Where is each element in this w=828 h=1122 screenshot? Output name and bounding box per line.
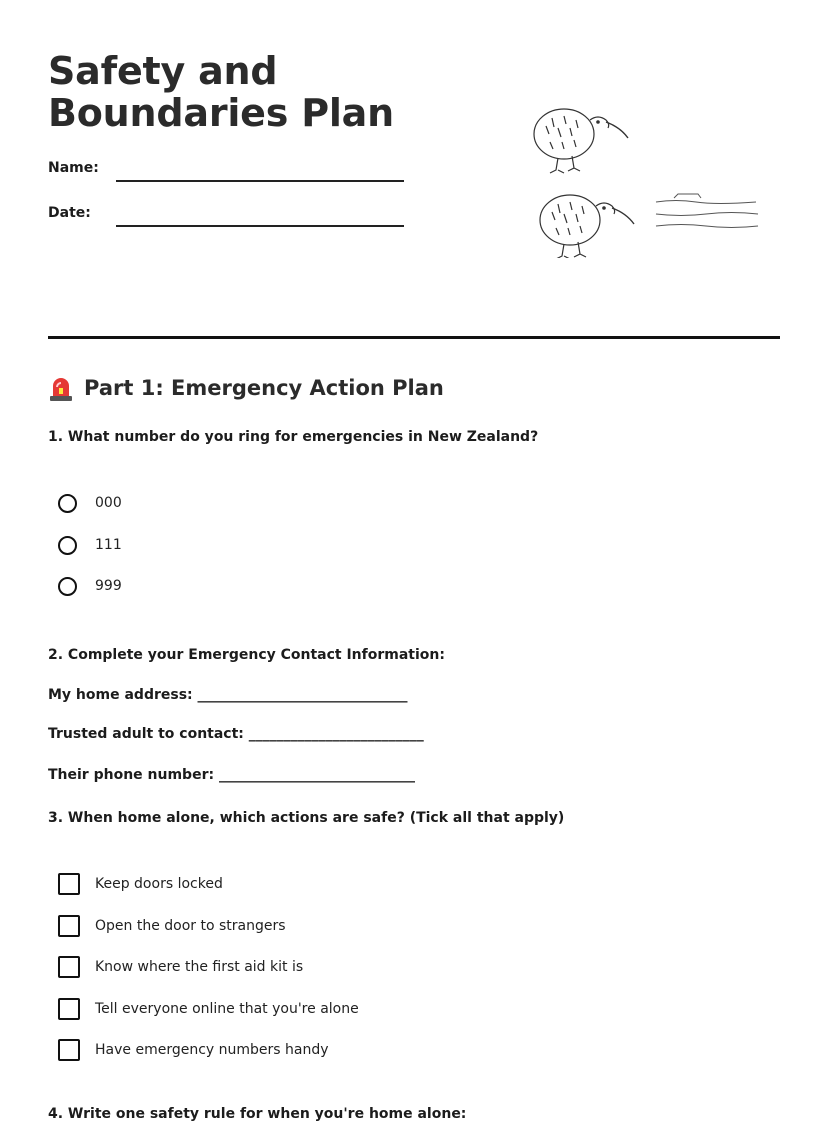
radio-button[interactable] — [58, 536, 77, 555]
question-1: 1. What number do you ring for emergencies in New Zealand? — [48, 429, 539, 445]
radio-option-999[interactable] — [58, 574, 122, 598]
question-4: 4. Write one safety rule for when you're home alone: — [48, 1106, 467, 1122]
radio-option-000[interactable] — [58, 491, 122, 515]
option-label: Have emergency numbers handy — [95, 1042, 329, 1058]
option-label: Open the door to strangers — [95, 918, 286, 934]
checkbox[interactable] — [58, 915, 80, 937]
siren-icon — [48, 374, 74, 402]
home-address-field[interactable]: My home address: ______________________________ — [48, 687, 408, 703]
kiwi-bird-icon — [534, 109, 628, 173]
water-lines-icon — [656, 194, 758, 228]
kiwi-bird-icon — [540, 195, 634, 258]
checkbox[interactable] — [58, 1039, 80, 1061]
date-line[interactable] — [116, 225, 404, 227]
phone-number-field[interactable]: Their phone number: ____________________________ — [48, 767, 415, 783]
kiwi-illustration — [528, 98, 768, 258]
section-heading-emergency — [48, 374, 444, 402]
section-heading-text: Part 1: Emergency Action Plan — [84, 376, 444, 400]
option-label: Tell everyone online that you're alone — [95, 1001, 359, 1017]
date-label: Date: — [48, 205, 91, 221]
checkbox[interactable] — [58, 956, 80, 978]
radio-button[interactable] — [58, 494, 77, 513]
option-label: 111 — [95, 537, 122, 553]
radio-button[interactable] — [58, 577, 77, 596]
checkbox[interactable] — [58, 998, 80, 1020]
option-label: 000 — [95, 495, 122, 511]
name-line[interactable] — [116, 180, 404, 182]
name-label: Name: — [48, 160, 99, 176]
question-3: 3. When home alone, which actions are safe? (Tick all that apply) — [48, 810, 565, 826]
checkbox[interactable] — [58, 873, 80, 895]
checkbox-option-first-aid[interactable] — [58, 955, 304, 979]
section-divider — [48, 336, 780, 339]
checkbox-option-emergency-numbers[interactable] — [58, 1038, 329, 1062]
radio-option-111[interactable] — [58, 533, 122, 557]
option-label: Keep doors locked — [95, 876, 223, 892]
checkbox-option-open-door[interactable] — [58, 914, 286, 938]
checkbox-option-doors-locked[interactable] — [58, 872, 223, 896]
option-label: 999 — [95, 578, 122, 594]
checkbox-option-tell-online[interactable] — [58, 997, 359, 1021]
question-2: 2. Complete your Emergency Contact Information: — [48, 647, 445, 663]
trusted-adult-field[interactable]: Trusted adult to contact: _________________________ — [48, 726, 424, 742]
option-label: Know where the first aid kit is — [95, 959, 304, 975]
page-title: Safety and Boundaries Plan — [48, 49, 394, 135]
